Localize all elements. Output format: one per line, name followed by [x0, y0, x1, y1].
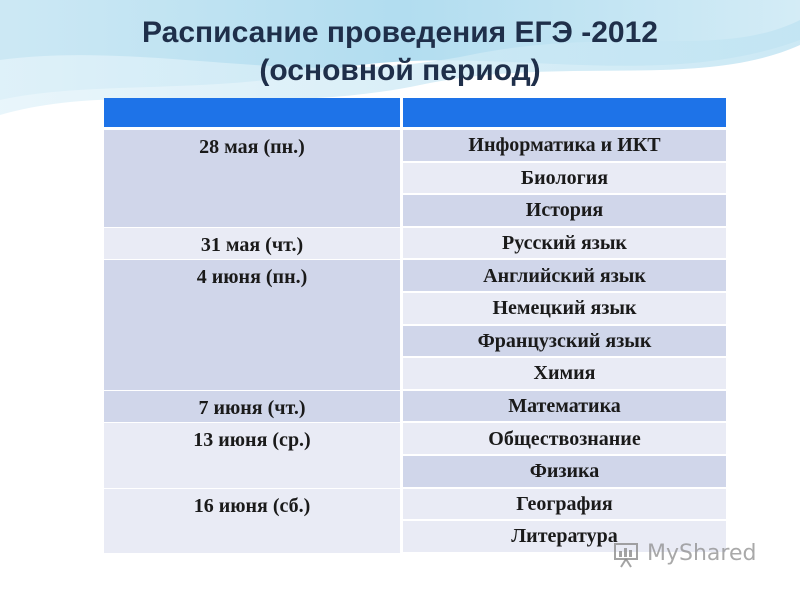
subject-cell: История: [403, 195, 726, 228]
table-row: [104, 489, 726, 522]
subject-cell: Химия: [403, 358, 726, 391]
subject-cell: Английский язык: [403, 260, 726, 293]
subject-cell: Немецкий язык: [403, 293, 726, 326]
title-line-2: (основной период): [259, 54, 541, 87]
table-row: [104, 130, 726, 163]
subject-cell: Биология: [403, 163, 726, 196]
subject-cell: Физика: [403, 456, 726, 489]
date-cell: 31 мая (чт.): [104, 228, 403, 261]
watermark: [612, 540, 756, 570]
table-row: [104, 228, 726, 261]
table-row: [104, 260, 726, 293]
watermark-text: MyShared: [647, 541, 757, 566]
subject-cell: Русский язык: [403, 228, 726, 261]
date-cell: 16 июня (сб.): [104, 489, 403, 554]
date-cell: 13 июня (ср.): [104, 423, 403, 488]
date-cell: 4 июня (пн.): [104, 260, 403, 390]
subject-cell: Обществознание: [403, 423, 726, 456]
title-line-1: Расписание проведения ЕГЭ -2012: [142, 16, 658, 49]
subject-cell: Французский язык: [403, 326, 726, 359]
exam-schedule-table: [104, 98, 726, 554]
table-row: [104, 423, 726, 456]
date-cell: 28 мая (пн.): [104, 130, 403, 228]
page-title: [0, 14, 800, 90]
subject-cell: География: [403, 489, 726, 522]
table-row: [104, 391, 726, 424]
header-cell-subject: [403, 98, 726, 130]
date-cell: 7 июня (чт.): [104, 391, 403, 424]
presentation-board-icon: [612, 541, 647, 566]
subject-cell: Литература: [403, 521, 726, 554]
subject-cell: Информатика и ИКТ: [403, 130, 726, 163]
subject-cell: Математика: [403, 391, 726, 424]
table-header-row: [104, 98, 726, 130]
header-cell-date: [104, 98, 403, 130]
